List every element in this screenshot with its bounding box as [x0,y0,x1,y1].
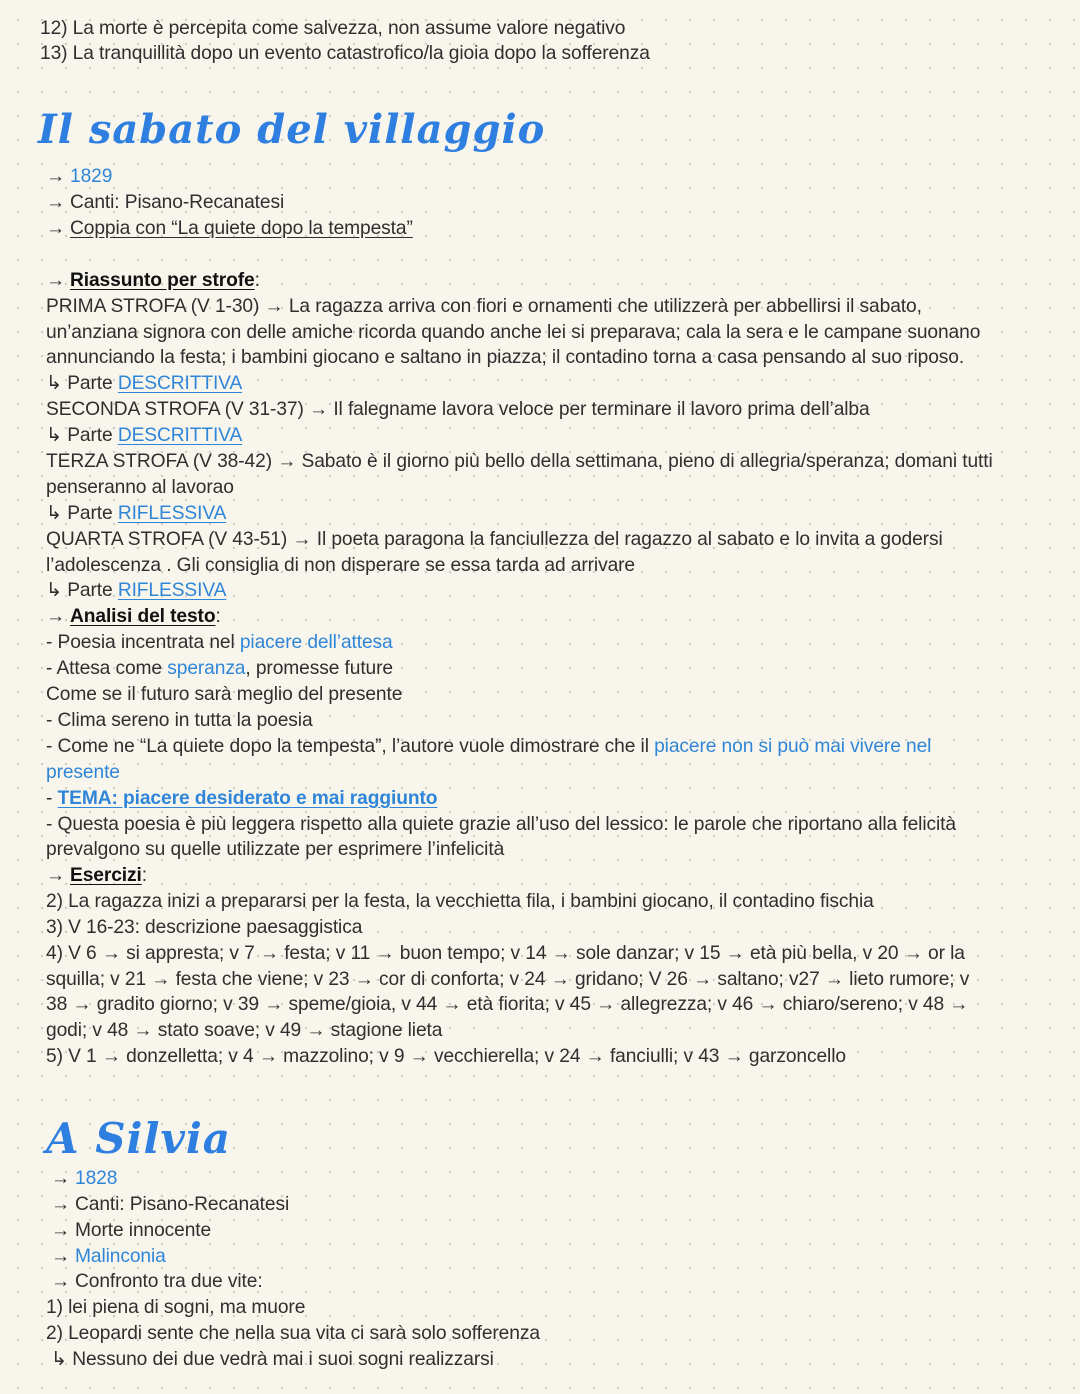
silvia-morte-line: → Morte innocente [51,1220,212,1241]
arrow-icon: → [51,1168,71,1189]
parte-descrittiva: DESCRITTIVA [117,425,243,446]
arrow-icon: → [46,865,66,886]
intro-line-13: 13) La tranquillità dopo un evento catastrofico/la gioia dopo la sofferenza [40,43,650,64]
analisi-7-line-b: prevalgono su quelle utilizzate per esprimere l’infelicità [46,839,505,860]
arrow-icon: → [51,1220,71,1241]
strofa-2-parte: ↳ Parte DESCRITTIVA [46,425,243,446]
strofa-1-line-c: annunciando la festa; i bambini giocano e saltano in piazza; il contadino torna a casa pensando al suo riposo. [46,347,965,368]
strofa-1-parte: ↳ Parte DESCRITTIVA [46,373,243,394]
arrow-icon: → [46,606,66,627]
silvia-confronto-1: 1) lei piena di sogni, ma muore [46,1297,306,1318]
silvia-canti-line: → Canti: Pisano-Recanatesi [51,1194,290,1215]
sabato-year-line [46,165,112,189]
silvia-year-line [51,1167,117,1191]
esercizio-4-line-c: 38 → gradito giorno; v 39 → speme/gioia, v 44 → età fiorita; v 45 → allegrezza; v 46 → chiaro/sereno; v 48 → [46,994,969,1015]
riassunto-heading: → Riassunto per strofe: [46,270,260,291]
intro-line-12: 12) La morte è percepita come salvezza, non assume valore negativo [40,18,626,39]
arrow-icon: → [51,1194,71,1215]
strofa-4-line-a: QUARTA STROFA (V 43-51) → Il poeta paragona la fanciullezza del ragazzo al sabato e lo invita a godersi [46,529,943,550]
strofa-3-parte: ↳ Parte RIFLESSIVA [46,503,227,524]
parte-riflessiva: RIFLESSIVA [117,580,227,601]
esercizi-label: Esercizi [70,865,142,886]
esercizio-4-line-d: godi; v 48 → stato soave; v 49 → stagione lieta [46,1020,443,1041]
esercizio-3: 3) V 16-23: descrizione paesaggistica [46,917,363,938]
silvia-confronto-line: → Confronto tra due vite: [51,1271,263,1292]
sabato-year: 1829 [70,166,113,187]
tema: TEMA: piacere desiderato e mai raggiunto [57,788,438,809]
esercizio-4-line-b: squilla; v 21 → festa che viene; v 23 → cor di conforta; v 24 → gridano; V 26 → saltano; v27 → lieto rumore; v [46,969,970,990]
esercizio-5: 5) V 1 → donzelletta; v 4 → mazzolino; v 9 → vecchierella; v 24 → fanciulli; v 43 → garzoncello [46,1046,846,1067]
arrow-icon: → [51,1246,71,1267]
analisi-7-line-a: - Questa poesia è più leggera rispetto alla quiete grazie all’uso del lessico: le parole che riportano alla felicità [46,814,956,835]
arrow-icon: → [51,1271,71,1292]
strofa-4-line-b: l’adolescenza . Gli consiglia di non disperare se essa tarda ad arrivare [46,555,635,576]
strofa-1-line-a: PRIMA STROFA (V 1-30) → La ragazza arriva con fiori e ornamenti che utilizzerà per abbellirsi il sabato, [46,296,922,317]
analisi-5-line-b: presente [46,762,120,783]
sabato-canti-line [46,191,284,215]
arrow-icon: → [46,166,66,187]
silvia-confronto-2: 2) Leopardi sente che nella sua vita ci sarà solo sofferenza [46,1323,540,1344]
title-silvia: A Silvia [46,1114,232,1163]
arrow-icon: → [46,218,66,239]
sabato-coppia: Coppia con “La quiete dopo la tempesta” [70,218,413,239]
analisi-label: Analisi del testo [70,606,216,627]
esercizi-heading: → Esercizi: [46,865,147,886]
strofa-2-line: SECONDA STROFA (V 31-37) → Il falegname lavora veloce per terminare il lavoro prima dell’alba [46,399,870,420]
sabato-canti: Canti: Pisano-Recanatesi [70,192,285,213]
riassunto-label: Riassunto per strofe [70,270,255,291]
analisi-heading: → Analisi del testo: [46,606,221,627]
sabato-coppia-line [46,217,413,241]
strofa-4-parte: ↳ Parte RIFLESSIVA [46,580,227,601]
analisi-3: Come se il futuro sarà meglio del presente [46,684,403,705]
analisi-1: - Poesia incentrata nel piacere dell’attesa [46,632,393,653]
parte-riflessiva: RIFLESSIVA [117,503,227,524]
esercizio-2: 2) La ragazza inizi a prepararsi per la festa, la vecchietta fila, i bambini giocano, il contadino fischia [46,891,874,912]
arrow-icon: → [46,192,66,213]
strofa-3-line-b: penseranno al lavorao [46,477,234,498]
silvia-malinconia-line: → Malinconia [51,1246,166,1267]
analisi-2: - Attesa come speranza, promesse future [46,658,393,679]
arrow-icon: → [46,270,66,291]
strofa-3-line-a: TERZA STROFA (V 38-42) → Sabato è il giorno più bello della settimana, pieno di allegria/speranza; domani tutti [46,451,993,472]
analisi-4: - Clima sereno in tutta la poesia [46,710,313,731]
silvia-conclusione: ↳ Nessuno dei due vedrà mai i suoi sogni realizzarsi [51,1349,494,1370]
title-sabato: Il sabato del villaggio [38,106,546,153]
strofa-1-line-b: un’anziana signora con delle amiche ricorda quando anche lei si preparava; cala la sera e le campane suonano [46,322,981,343]
analisi-5-line-a: - Come ne “La quiete dopo la tempesta”, l’autore vuole dimostrare che il piacere non si può mai vivere nel [46,736,932,757]
tema-line: - TEMA: piacere desiderato e mai raggiunto [46,788,438,809]
esercizio-4-line-a: 4) V 6 → si appresta; v 7 → festa; v 11 → buon tempo; v 14 → sole danzar; v 15 → età più bella, v 20 → or la [46,943,965,964]
silvia-year: 1828 [75,1168,118,1189]
parte-descrittiva: DESCRITTIVA [117,373,243,394]
